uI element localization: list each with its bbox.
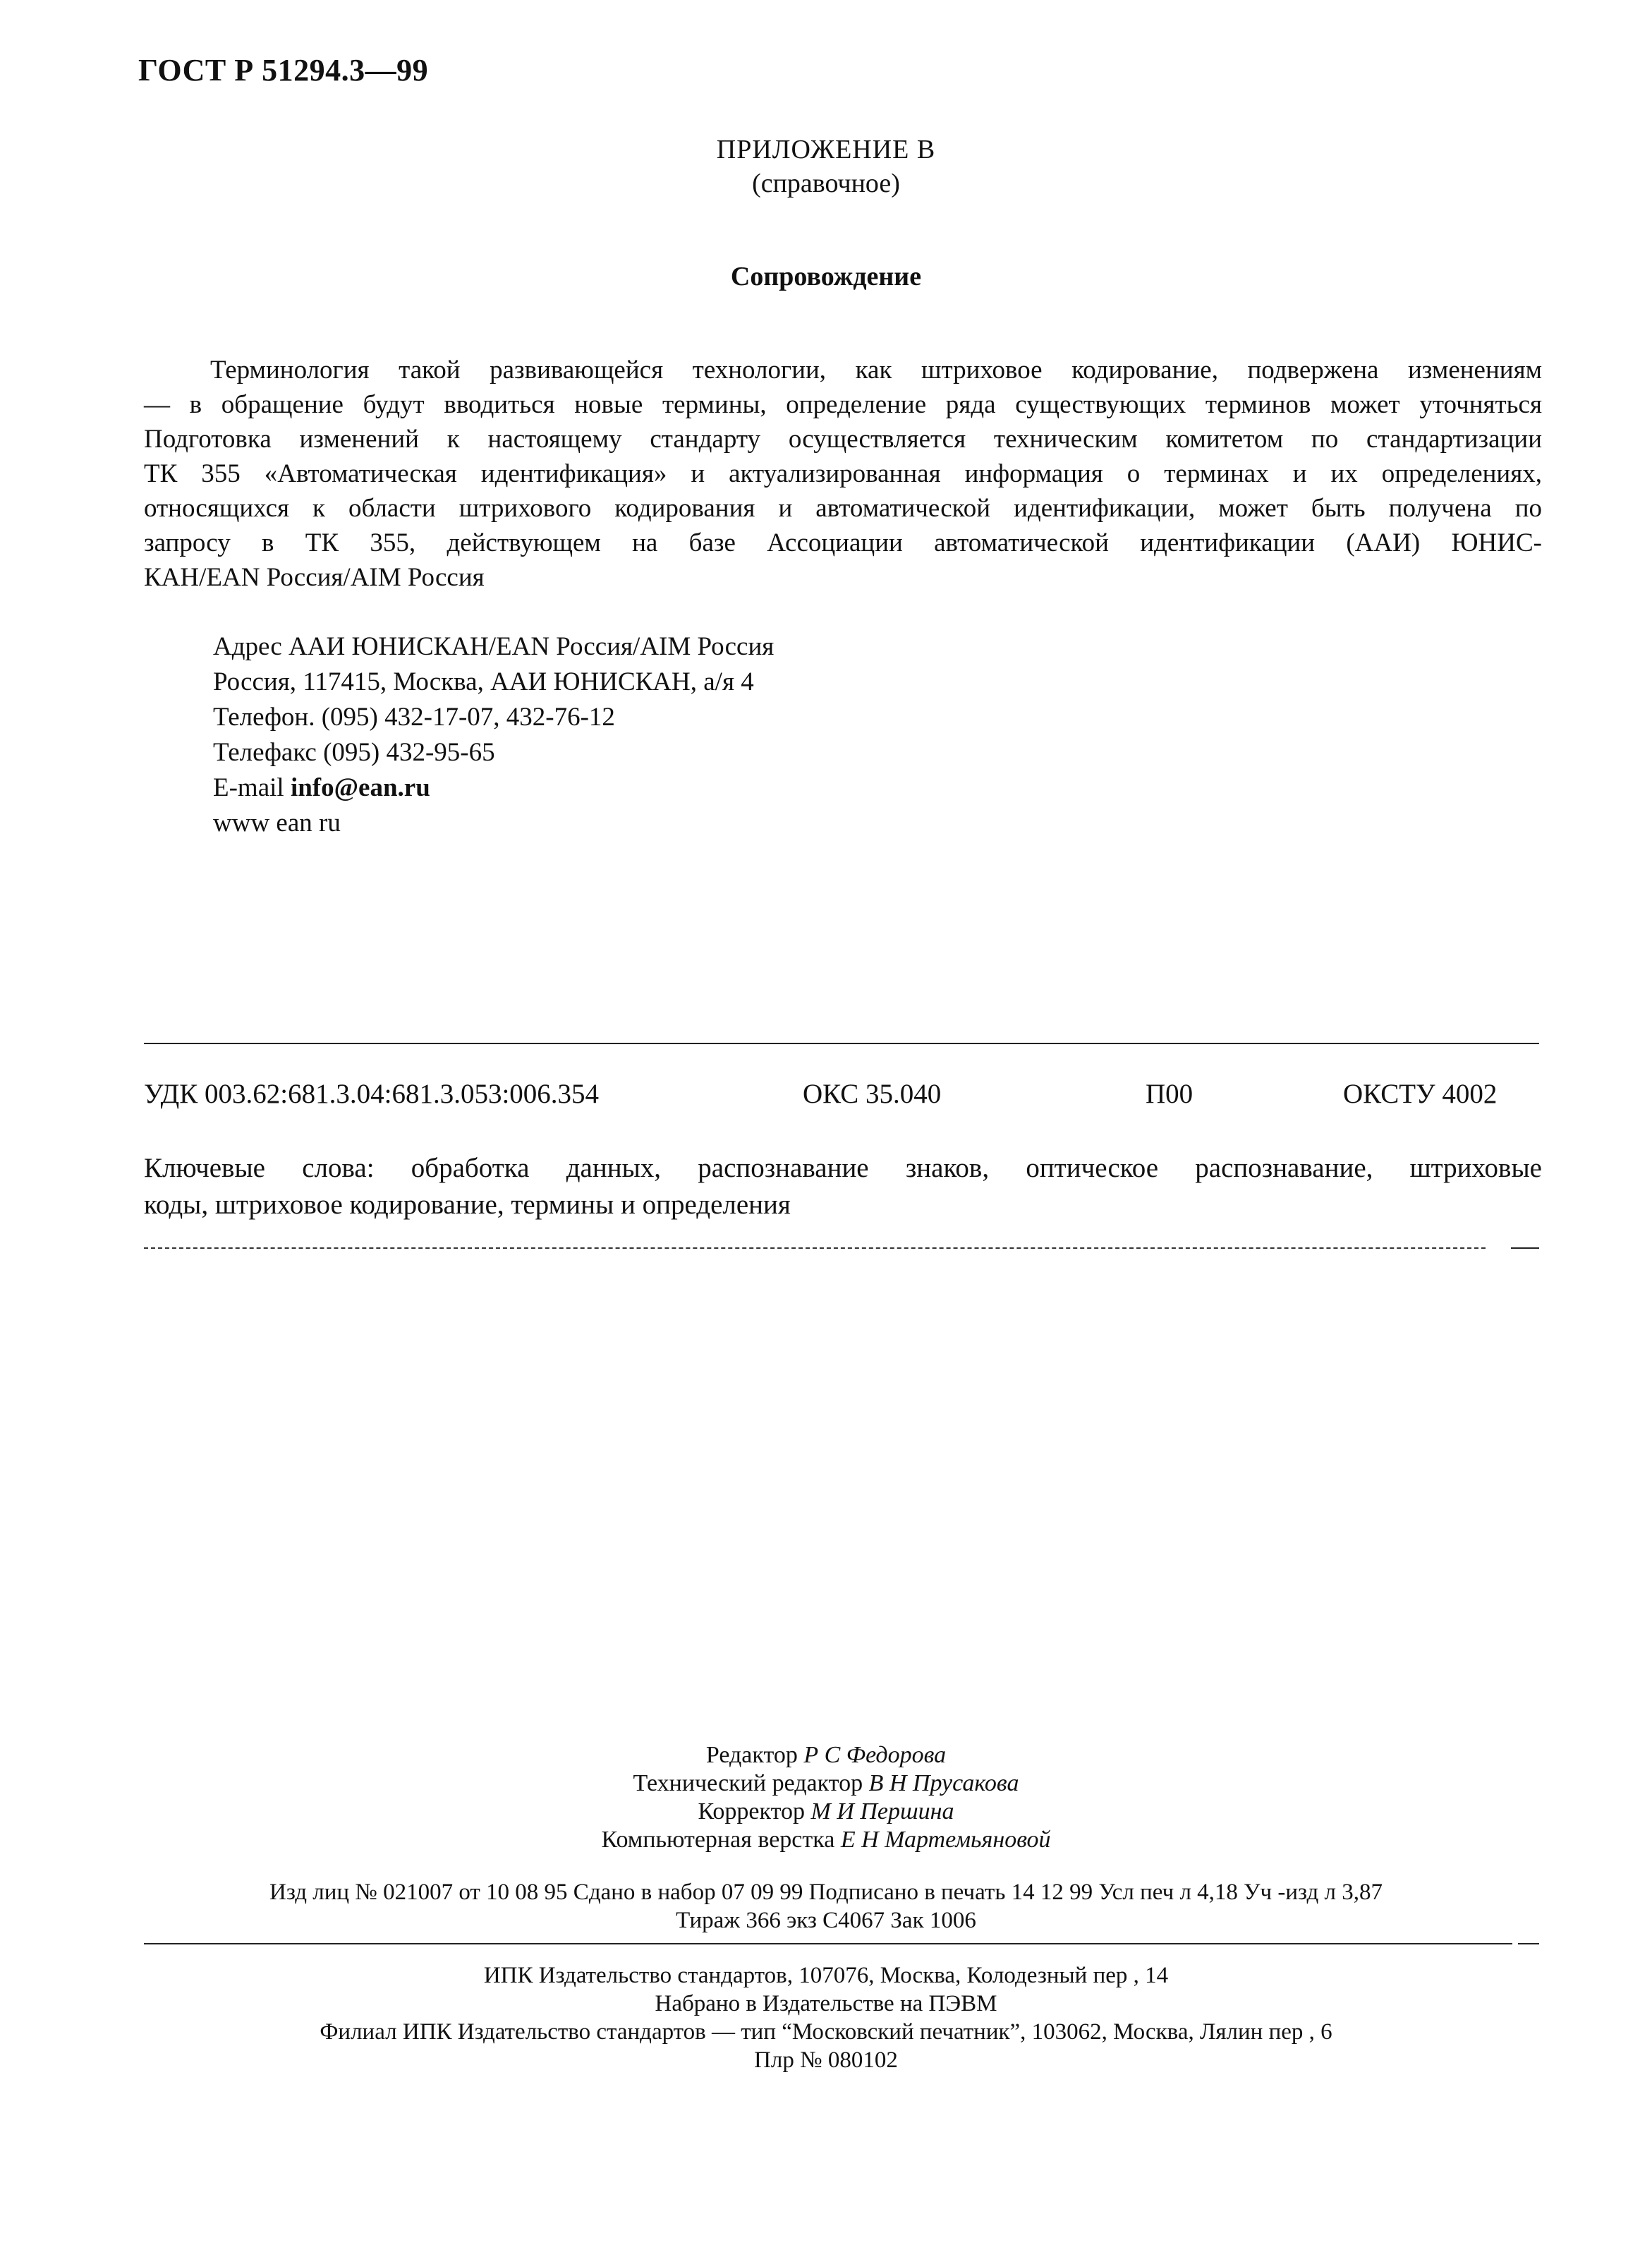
editor-line	[0, 1741, 1652, 1769]
body-paragraph	[144, 353, 1542, 595]
tech-editor-label: Технический редактор	[633, 1770, 863, 1796]
publication-line: Тираж 366 экз С4067 Зак 1006	[676, 1908, 976, 1933]
editor-label: Редактор	[705, 1742, 798, 1768]
address-block	[213, 629, 774, 841]
editor-name: Р С Федорова	[803, 1742, 947, 1768]
body-line: КАН/EAN Россия/AIM Россия	[144, 563, 485, 592]
corrector-line	[0, 1798, 1652, 1826]
corrector-label: Корректор	[698, 1798, 805, 1825]
tech-editor-name: В Н Прусакова	[868, 1770, 1019, 1796]
annex-subtitle: (справочное)	[752, 169, 900, 198]
layout-line	[0, 1826, 1652, 1854]
address-line: Россия, 117415, Москва, ААИ ЮНИСКАН, а/я 4	[213, 667, 754, 696]
oks-code: ОКС 35.040	[803, 1079, 942, 1109]
divider-publisher	[144, 1943, 1512, 1944]
publisher-line: Плр № 080102	[754, 2047, 898, 2073]
phone-line: Телефон. (095) 432-17-07, 432-76-12	[213, 703, 615, 732]
publication-line: Изд лиц № 021007 от 10 08 95 Сдано в набор 07 09 99 Подписано в печать 14 12 99 Усл печ л 4,18 Уч -изд л 3,87	[269, 1880, 1383, 1905]
body-line: — в обращение будут вводиться новые термины, определение ряда существующих терминов может уточняться	[144, 390, 1542, 419]
keywords-line: Ключевые слова: обработка данных, распознавание знаков, оптическое распознавание, штриховые	[144, 1153, 1542, 1183]
body-line: Подготовка изменений к настоящему стандарту осуществляется техническим комитетом по стандартизации	[144, 425, 1542, 454]
okstu-code: ОКСТУ 4002	[1343, 1079, 1498, 1109]
body-line: запросу в ТК 355, действующем на базе Ассоциации автоматической идентификации (ААИ) ЮНИС-	[144, 528, 1542, 557]
annex-title: ПРИЛОЖЕНИЕ В	[716, 135, 936, 164]
fax-line: Телефакс (095) 432-95-65	[213, 738, 495, 767]
publisher-line: ИПК Издательство стандартов, 107076, Москва, Колодезный пер , 14	[483, 1963, 1169, 1988]
annex-heading: Сопровождение	[730, 262, 922, 291]
divider-publisher-end	[1518, 1943, 1539, 1944]
divider-keywords	[144, 1247, 1486, 1249]
body-line: относящихся к области штрихового кодирования и автоматической идентификации, может быть получена по	[144, 494, 1542, 523]
website-link[interactable]: www ean ru	[213, 809, 341, 837]
divider-top	[144, 1043, 1539, 1044]
tech-editor-line	[0, 1769, 1652, 1798]
corrector-name: М И Першина	[810, 1798, 954, 1825]
credits-block	[0, 1741, 1652, 1854]
publication-info	[0, 1878, 1652, 1935]
body-line: ТК 355 «Автоматическая идентификация» и актуализированная информация о терминах и их определениях,	[144, 459, 1542, 488]
keywords-line: коды, штриховое кодирование, термины и определения	[144, 1190, 791, 1220]
email-label: E-mail	[213, 773, 284, 802]
category-code: П00	[1146, 1079, 1194, 1109]
standard-code: ГОСТ Р 51294.3—99	[138, 53, 429, 87]
udk-code: УДК 003.62:681.3.04:681.3.053:006.354	[144, 1079, 600, 1109]
keywords-block	[144, 1150, 1542, 1223]
address-line: Адрес ААИ ЮНИСКАН/EAN Россия/AIM Россия	[213, 632, 775, 661]
divider-keywords-end	[1511, 1247, 1539, 1249]
layout-label: Компьютерная верстка	[601, 1827, 835, 1853]
publisher-line: Набрано в Издательстве на ПЭВМ	[655, 1991, 997, 2016]
layout-name: Е Н Мартемьяновой	[840, 1827, 1051, 1853]
publisher-line: Филиал ИПК Издательство стандартов — тип “Московский печатник”, 103062, Москва, Лялин пер , 6	[320, 2019, 1332, 2045]
email-line	[213, 770, 774, 806]
email-link[interactable]: info@ean.ru	[290, 773, 430, 802]
publisher-block	[0, 1961, 1652, 2074]
body-line: Терминология такой развивающейся технологии, как штриховое кодирование, подвержена изменениям	[210, 356, 1542, 385]
